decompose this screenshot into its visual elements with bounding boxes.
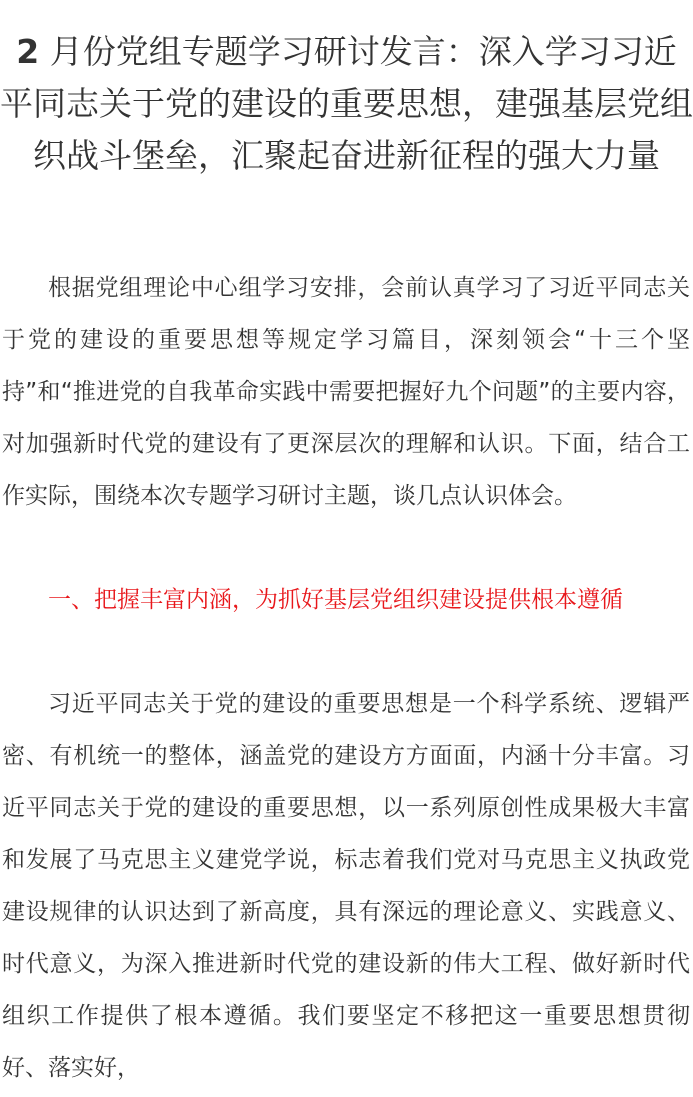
section-heading-1: 一、把握丰富内涵，为抓好基层党组织建设提供根本遵循 <box>48 587 623 613</box>
title-number: 2 <box>16 32 40 71</box>
page-title <box>0 26 693 182</box>
intro-paragraph: 根据党组理论中心组学习安排，会前认真学习了习近平同志关于党的建设的重要思想等规定学习篇目，深刻领会“十三个坚持”和“推进党的自我革命实践中需要把握好九个问题”的主要内容，对加强新时代党的建设有了更深层次的理解和认识。下面，结合工作实际，围绕本次专题学习研讨主题，谈几点认识体会。 <box>2 275 690 509</box>
section-1-paragraph: 习近平同志关于党的建设的重要思想是一个科学系统、逻辑严密、有机统一的整体，涵盖党的建设方方面面，内涵十分丰富。习近平同志关于党的建设的重要思想，以一系列原创性成果极大丰富和发展了马克思主义建党学说，标志着我们党对马克思主义执政党建设规律的认识达到了新高度，具有深远的理论意义、实践意义、时代意义，为深入推进新时代党的建设新的伟大工程、做好新时代组织工作提供了根本遵循。我们要坚定不移把这一重要思想贯彻好、落实好， <box>2 691 690 1081</box>
title-text: 月份党组专题学习研讨发言：深入学习习近平同志关于党的建设的重要思想，建强基层党组织战斗堡垒，汇聚起奋进新征程的强大力量 <box>0 32 693 175</box>
